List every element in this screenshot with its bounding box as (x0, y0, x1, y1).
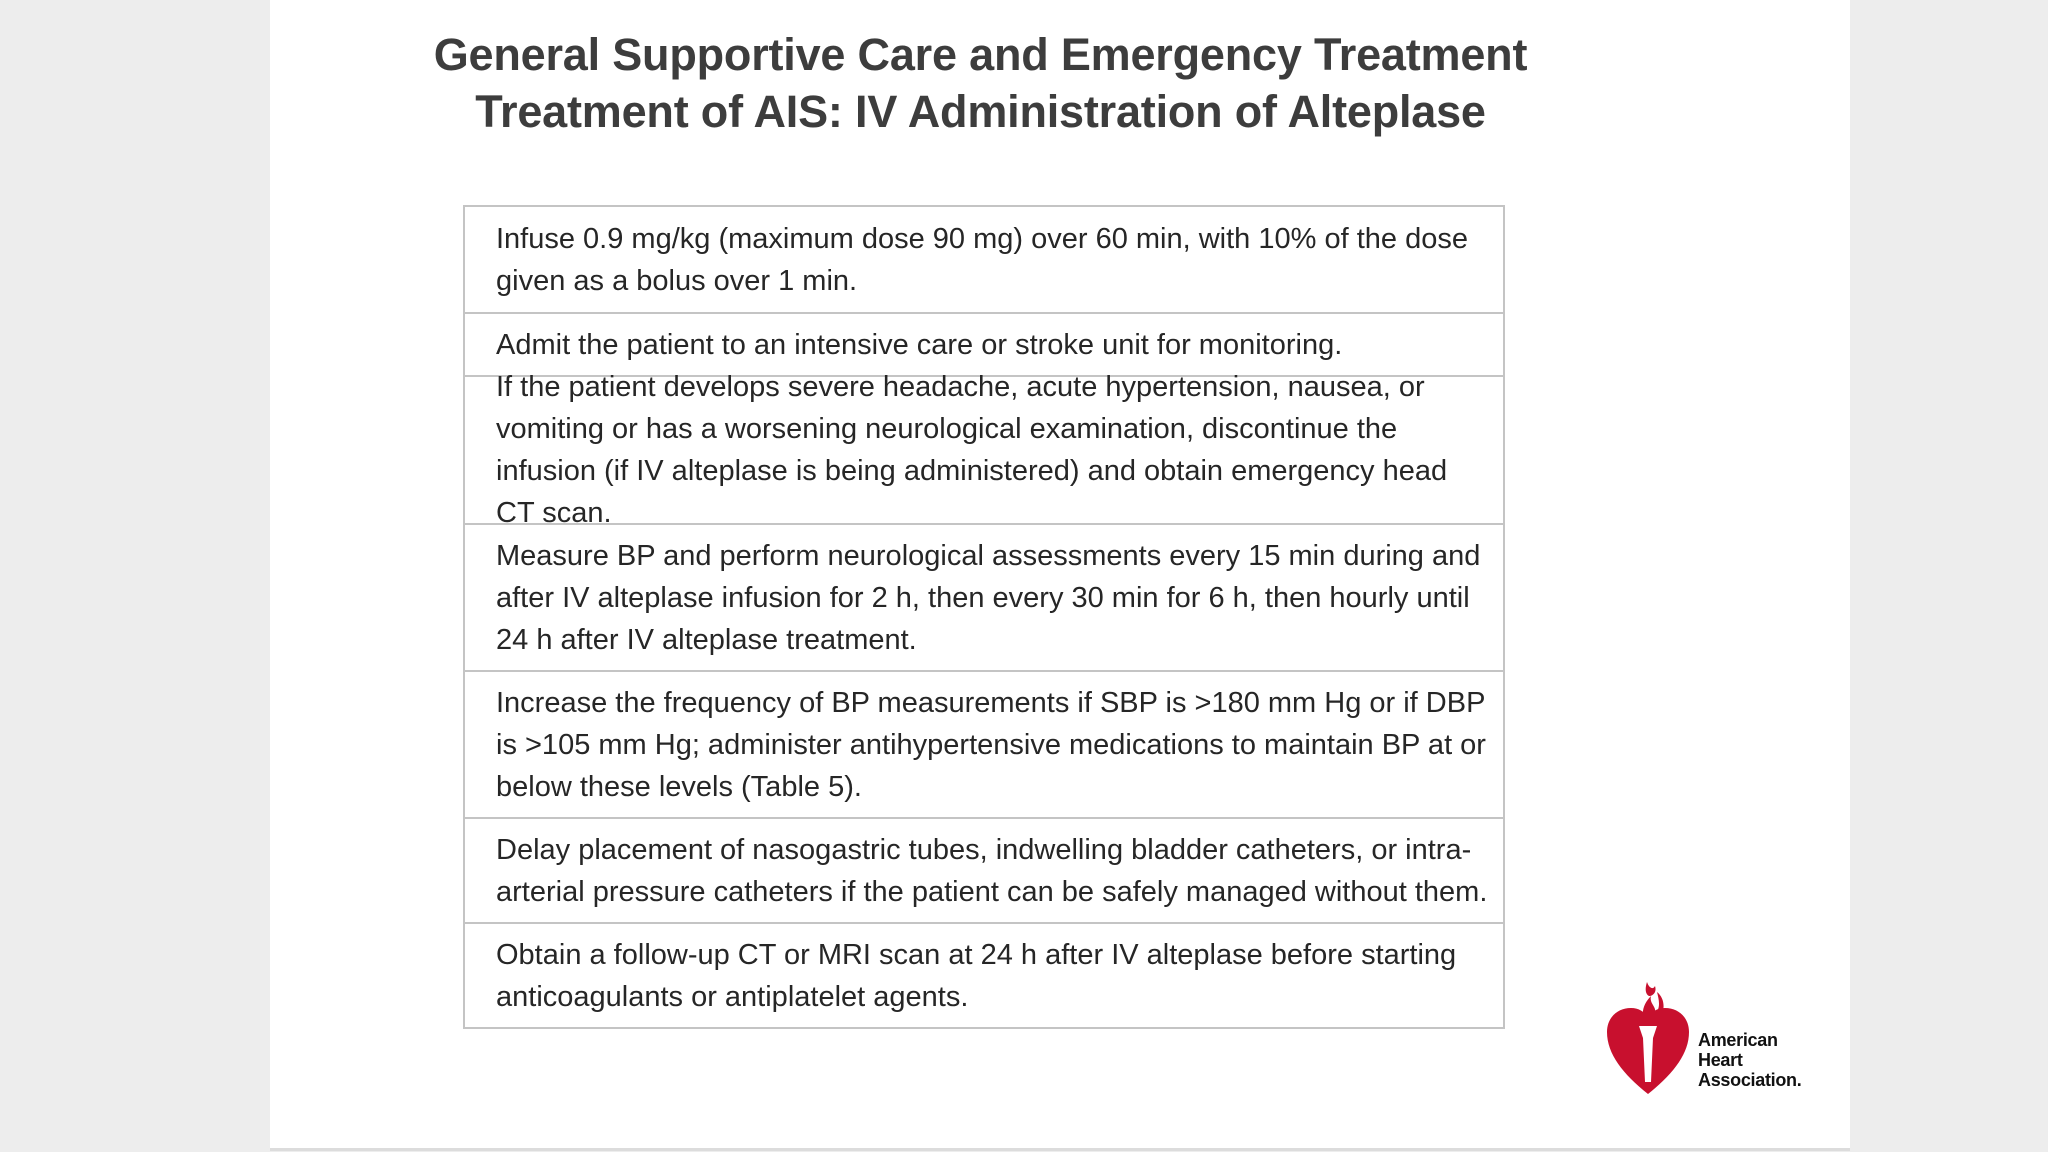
table-row: Delay placement of nasogastric tubes, indwelling bladder catheters, or intra-arterial pressure catheters if the patient can be safely managed without them. (465, 817, 1503, 922)
slide (270, 0, 1850, 1150)
table-row: Measure BP and perform neurological assessments every 15 min during and after IV alteplase infusion for 2 h, then every 30 min for 6 h, then hourly until 24 h after IV alteplase treatment. (465, 523, 1503, 670)
title-line-2: Treatment of AIS: IV Administration of Alteplase (475, 86, 1486, 137)
logo-line-2: Heart (1698, 1050, 1743, 1070)
logo-line-1: American (1698, 1030, 1778, 1050)
table-row: Admit the patient to an intensive care or stroke unit for monitoring. (465, 312, 1503, 375)
logo-line-3: Association. (1698, 1070, 1802, 1090)
table-row: Infuse 0.9 mg/kg (maximum dose 90 mg) over 60 min, with 10% of the dose given as a bolus over 1 min. (496, 222, 1468, 297)
heart-torch-icon (1603, 974, 1693, 1104)
logo-wordmark (1698, 1030, 1801, 1090)
title-line-1: General Supportive Care and Emergency Treatment (433, 29, 1528, 80)
slide-bottom-edge (270, 1148, 1850, 1151)
table-row: Increase the frequency of BP measurements if SBP is >180 mm Hg or if DBP is >105 mm Hg; administer antihypertensive medications to maintain BP at or below these levels (Table 5). (465, 670, 1503, 817)
table-row: If the patient develops severe headache, acute hypertension, nausea, or vomiting or has a worsening neurological examination, discontinue the infusion (if IV alteplase is being administered) and obtain emergency head CT scan. (465, 375, 1503, 523)
table-row: Obtain a follow-up CT or MRI scan at 24 h after IV alteplase before starting anticoagulants or antiplatelet agents. (465, 922, 1503, 1027)
slide-title (270, 26, 1691, 140)
treatment-table (463, 205, 1505, 1029)
aha-logo (1603, 974, 1823, 1104)
